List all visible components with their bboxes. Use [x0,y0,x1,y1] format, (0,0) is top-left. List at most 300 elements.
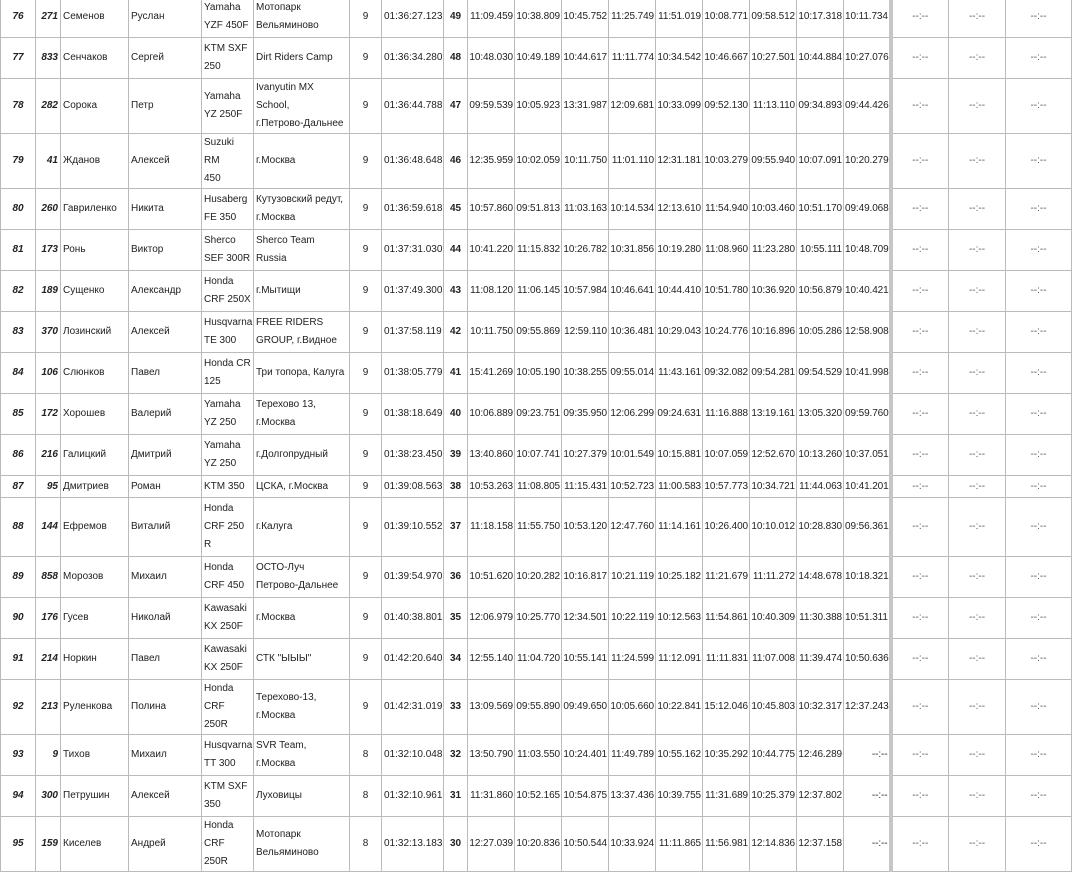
lap-time-cell: 11:04.720 [515,639,562,680]
points-cell: 36 [444,557,468,598]
points-cell: 43 [444,271,468,312]
laps-count-cell: 8 [350,817,382,872]
lap-time-cell: 09:49.068 [844,189,891,230]
empty-lap-cell: --:-- [891,680,949,735]
lap-time-cell: 10:07.741 [515,435,562,476]
table-row [1,271,1072,312]
total-time-cell: 01:32:13.183 [382,817,444,872]
team-cell [254,498,350,557]
lap-time-cell: 10:26.400 [703,498,750,557]
lap-time-cell: 10:21.119 [609,557,656,598]
motorcycle-line: Yamaha [204,91,241,102]
empty-lap-cell: --:-- [891,38,949,79]
position-cell: 87 [1,476,36,498]
points-cell: 44 [444,230,468,271]
lap-time-cell: 10:41.220 [468,230,515,271]
motorcycle-cell [202,394,254,435]
lap-time-cell: 10:50.636 [844,639,891,680]
empty-lap-cell: --:-- [949,271,1006,312]
lap-time-cell: 10:14.534 [609,189,656,230]
table-row [1,498,1072,557]
lap-time-cell: 09:52.130 [703,79,750,134]
laps-count-cell: 9 [350,498,382,557]
lap-time-cell: 11:51.019 [656,0,703,38]
rider-number-cell: 95 [36,476,61,498]
empty-lap-cell: --:-- [949,189,1006,230]
total-time-cell: 01:38:05.779 [382,353,444,394]
lap-time-cell: 10:03.279 [703,134,750,189]
table-row [1,598,1072,639]
surname-cell: Киселев [61,817,129,872]
position-cell: 94 [1,776,36,817]
laps-count-cell: 9 [350,435,382,476]
total-time-cell: 01:39:54.970 [382,557,444,598]
laps-count-cell: 9 [350,394,382,435]
lap-time-cell: 10:36.481 [609,312,656,353]
lap-time-cell: 13:19.161 [750,394,797,435]
empty-lap-cell: --:-- [1006,598,1072,639]
team-line: Терехово-13, [256,692,317,703]
empty-lap-cell: --:-- [891,476,949,498]
empty-lap-cell: --:-- [949,435,1006,476]
lap-time-cell: 11:24.599 [609,639,656,680]
lap-time-cell: 10:11.750 [562,134,609,189]
table-row [1,557,1072,598]
lap-time-cell: 10:44.617 [562,38,609,79]
lap-time-cell: 10:02.059 [515,134,562,189]
team-line: г.Петрово-Дальнее [256,118,344,129]
lap-time-cell: 09:55.869 [515,312,562,353]
lap-time-cell: 15:12.046 [703,680,750,735]
lap-time-cell: 10:53.263 [468,476,515,498]
lap-time-cell: 10:41.998 [844,353,891,394]
empty-lap-cell: --:-- [891,394,949,435]
team-line: Вельяминово [256,847,319,858]
lap-time-cell: 10:57.773 [703,476,750,498]
surname-cell: Тихов [61,735,129,776]
empty-lap-cell: --:-- [1006,0,1072,38]
empty-lap-cell: --:-- [1006,353,1072,394]
team-cell [254,639,350,680]
lap-time-cell: 10:33.099 [656,79,703,134]
lap-time-cell: 10:35.292 [703,735,750,776]
lap-time-cell: 10:52.165 [515,776,562,817]
total-time-cell: 01:39:08.563 [382,476,444,498]
lap-time-cell: 11:13.110 [750,79,797,134]
motorcycle-line: R [204,539,212,550]
lap-time-cell: --:-- [844,735,891,776]
empty-lap-cell: --:-- [949,230,1006,271]
lap-time-cell: 11:54.861 [703,598,750,639]
lap-time-cell: 11:11.831 [703,639,750,680]
surname-cell: Хорошев [61,394,129,435]
lap-time-cell: 09:55.890 [515,680,562,735]
first-name-cell: Сергей [129,38,202,79]
motorcycle-cell [202,230,254,271]
rider-number-cell: 159 [36,817,61,872]
empty-lap-cell: --:-- [949,312,1006,353]
motorcycle-line: YZ 250F [204,109,243,120]
motorcycle-line: Kawasaki [204,644,247,655]
empty-lap-cell: --:-- [949,498,1006,557]
lap-time-cell: 10:46.641 [609,271,656,312]
empty-lap-cell: --:-- [949,38,1006,79]
motorcycle-line: Suzuki RM [204,137,235,166]
table-row [1,312,1072,353]
motorcycle-line: Honda [204,276,234,287]
surname-cell: Лозинский [61,312,129,353]
first-name-cell: Дмитрий [129,435,202,476]
motorcycle-cell [202,435,254,476]
team-line: г.Москва [256,212,296,223]
lap-time-cell: 11:44.063 [797,476,844,498]
lap-time-cell: 10:51.620 [468,557,515,598]
first-name-cell: Николай [129,598,202,639]
lap-time-cell: 10:03.460 [750,189,797,230]
lap-time-cell: 09:56.361 [844,498,891,557]
lap-time-cell: 10:11.750 [468,312,515,353]
empty-lap-cell: --:-- [891,271,949,312]
lap-time-cell: 10:05.923 [515,79,562,134]
table-row [1,735,1072,776]
motorcycle-line: TE 300 [204,335,237,346]
position-cell: 89 [1,557,36,598]
lap-time-cell: 10:44.775 [750,735,797,776]
empty-lap-cell: --:-- [891,189,949,230]
position-cell: 88 [1,498,36,557]
empty-lap-cell: --:-- [1006,230,1072,271]
lap-time-cell: 11:06.145 [515,271,562,312]
first-name-cell: Андрей [129,817,202,872]
total-time-cell: 01:37:58.119 [382,312,444,353]
laps-count-cell: 9 [350,353,382,394]
first-name-cell: Валерий [129,394,202,435]
lap-time-cell: 13:50.790 [468,735,515,776]
lap-time-cell: 12:34.501 [562,598,609,639]
lap-time-cell: 10:22.119 [609,598,656,639]
position-cell: 79 [1,134,36,189]
lap-time-cell: 10:08.771 [703,0,750,38]
team-cell [254,134,350,189]
team-line: Кутузовский редут, [256,194,344,205]
motorcycle-cell [202,312,254,353]
motorcycle-cell [202,817,254,872]
lap-time-cell: 13:40.860 [468,435,515,476]
lap-time-cell: 12:27.039 [468,817,515,872]
lap-time-cell: 10:55.111 [797,230,844,271]
lap-time-cell: 10:15.881 [656,435,703,476]
laps-count-cell: 9 [350,557,382,598]
laps-count-cell: 9 [350,476,382,498]
table-row [1,79,1072,134]
team-cell [254,394,350,435]
lap-time-cell: 12:37.158 [797,817,844,872]
rider-number-cell: 173 [36,230,61,271]
lap-time-cell: 10:20.282 [515,557,562,598]
motorcycle-line: Sherco [204,235,236,246]
total-time-cell: 01:38:18.649 [382,394,444,435]
lap-time-cell: 11:01.110 [609,134,656,189]
lap-time-cell: 12:37.243 [844,680,891,735]
lap-time-cell: 10:25.770 [515,598,562,639]
team-line: Терехово 13, [256,399,316,410]
lap-time-cell: 09:24.631 [656,394,703,435]
team-line: Мотопарк [256,829,301,840]
motorcycle-line: Husqvarna [204,317,253,328]
lap-time-cell: 10:44.410 [656,271,703,312]
lap-time-cell: 09:54.281 [750,353,797,394]
lap-time-cell: 12:13.610 [656,189,703,230]
team-cell [254,0,350,38]
team-line: Три топора, Калуга [256,367,345,378]
rider-number-cell: 41 [36,134,61,189]
lap-time-cell: 10:16.817 [562,557,609,598]
lap-time-cell: 10:38.255 [562,353,609,394]
position-cell: 92 [1,680,36,735]
motorcycle-line: 450 [204,173,221,184]
lap-time-cell: 13:37.436 [609,776,656,817]
lap-time-cell: 09:55.940 [750,134,797,189]
total-time-cell: 01:39:10.552 [382,498,444,557]
first-name-cell: Полина [129,680,202,735]
points-cell: 34 [444,639,468,680]
empty-lap-cell: --:-- [949,557,1006,598]
team-cell [254,735,350,776]
motorcycle-cell [202,476,254,498]
lap-time-cell: 12:31.181 [656,134,703,189]
lap-time-cell: 09:51.813 [515,189,562,230]
empty-lap-cell: --:-- [891,353,949,394]
team-line: FREE RIDERS [256,317,324,328]
empty-lap-cell: --:-- [891,639,949,680]
empty-lap-cell: --:-- [1006,735,1072,776]
lap-time-cell: 10:25.379 [750,776,797,817]
surname-cell: Семенов [61,0,129,38]
team-cell [254,817,350,872]
points-cell: 38 [444,476,468,498]
position-cell: 93 [1,735,36,776]
motorcycle-line: CRF 250R [204,838,228,867]
empty-lap-cell: --:-- [1006,38,1072,79]
laps-count-cell: 9 [350,79,382,134]
first-name-cell: Руслан [129,0,202,38]
empty-lap-cell: --:-- [1006,476,1072,498]
lap-time-cell: 11:07.008 [750,639,797,680]
motorcycle-cell [202,735,254,776]
lap-time-cell: 10:51.170 [797,189,844,230]
team-line: г.Мытищи [256,285,301,296]
table-row [1,639,1072,680]
lap-time-cell: 11:03.163 [562,189,609,230]
empty-lap-cell: --:-- [891,598,949,639]
laps-count-cell: 9 [350,312,382,353]
first-name-cell: Павел [129,639,202,680]
empty-lap-cell: --:-- [1006,817,1072,872]
lap-time-cell: 10:20.836 [515,817,562,872]
table-row [1,38,1072,79]
first-name-cell: Алексей [129,312,202,353]
total-time-cell: 01:37:31.030 [382,230,444,271]
motorcycle-cell [202,189,254,230]
points-cell: 45 [444,189,468,230]
lap-time-cell: 12:47.760 [609,498,656,557]
rider-number-cell: 260 [36,189,61,230]
lap-time-cell: 10:57.860 [468,189,515,230]
lap-time-cell: 10:32.317 [797,680,844,735]
lap-time-cell: 10:40.421 [844,271,891,312]
surname-cell: Сорока [61,79,129,134]
laps-count-cell: 9 [350,230,382,271]
lap-time-cell: 10:54.875 [562,776,609,817]
lap-time-cell: 12:14.836 [750,817,797,872]
lap-time-cell: 09:49.650 [562,680,609,735]
lap-time-cell: 13:31.987 [562,79,609,134]
table-row [1,0,1072,38]
rider-number-cell: 282 [36,79,61,134]
motorcycle-line: CRF 250R [204,701,228,730]
team-line: Ivanyutin MX School, [256,82,314,111]
lap-time-cell: 12:09.681 [609,79,656,134]
lap-time-cell: 10:25.182 [656,557,703,598]
motorcycle-cell [202,498,254,557]
rider-number-cell: 213 [36,680,61,735]
first-name-cell: Роман [129,476,202,498]
lap-time-cell: 10:49.189 [515,38,562,79]
lap-time-cell: 10:05.190 [515,353,562,394]
motorcycle-cell [202,598,254,639]
laps-count-cell: 9 [350,639,382,680]
lap-time-cell: 12:55.140 [468,639,515,680]
position-cell: 84 [1,353,36,394]
lap-time-cell: 09:32.082 [703,353,750,394]
motorcycle-line: KX 250F [204,662,243,673]
total-time-cell: 01:42:31.019 [382,680,444,735]
empty-lap-cell: --:-- [1006,435,1072,476]
team-line: г.Москва [256,710,296,721]
lap-time-cell: 10:33.924 [609,817,656,872]
empty-lap-cell: --:-- [1006,557,1072,598]
lap-time-cell: 12:06.299 [609,394,656,435]
lap-time-cell: 10:48.030 [468,38,515,79]
points-cell: 40 [444,394,468,435]
lap-time-cell: 11:09.459 [468,0,515,38]
first-name-cell: Петр [129,79,202,134]
empty-lap-cell: --:-- [949,353,1006,394]
empty-lap-cell: --:-- [949,817,1006,872]
first-name-cell: Павел [129,353,202,394]
empty-lap-cell: --:-- [891,134,949,189]
lap-time-cell: 11:12.091 [656,639,703,680]
motorcycle-line: Honda CR [204,358,251,369]
position-cell: 85 [1,394,36,435]
lap-time-cell: 10:34.542 [656,38,703,79]
empty-lap-cell: --:-- [891,0,949,38]
team-line: г.Москва [256,155,296,166]
laps-count-cell: 9 [350,0,382,38]
first-name-cell: Алексей [129,134,202,189]
lap-time-cell: 12:46.289 [797,735,844,776]
total-time-cell: 01:40:38.801 [382,598,444,639]
surname-cell: Морозов [61,557,129,598]
lap-time-cell: 10:48.709 [844,230,891,271]
position-cell: 90 [1,598,36,639]
total-time-cell: 01:36:34.280 [382,38,444,79]
team-line: GROUP, г.Видное [256,335,337,346]
lap-time-cell: 12:58.908 [844,312,891,353]
laps-count-cell: 9 [350,680,382,735]
motorcycle-cell [202,680,254,735]
lap-time-cell: 11:31.689 [703,776,750,817]
lap-time-cell: 11:25.749 [609,0,656,38]
surname-cell: Галицкий [61,435,129,476]
motorcycle-line: YZF 450F [204,20,249,31]
empty-lap-cell: --:-- [949,680,1006,735]
team-line: СТК "ЫЫЫ" [256,653,312,664]
lap-time-cell: 10:20.279 [844,134,891,189]
motorcycle-cell [202,271,254,312]
rider-number-cell: 176 [36,598,61,639]
motorcycle-cell [202,38,254,79]
team-line: ОСТО-Луч [256,562,305,573]
lap-time-cell: 11:08.960 [703,230,750,271]
surname-cell: Жданов [61,134,129,189]
position-cell: 91 [1,639,36,680]
lap-time-cell: 11:11.774 [609,38,656,79]
laps-count-cell: 8 [350,735,382,776]
lap-time-cell: 10:52.723 [609,476,656,498]
team-line: Петрово-Дальнее [256,580,339,591]
total-time-cell: 01:32:10.961 [382,776,444,817]
points-cell: 35 [444,598,468,639]
empty-lap-cell: --:-- [1006,639,1072,680]
empty-lap-cell: --:-- [1006,189,1072,230]
lap-time-cell: 10:10.012 [750,498,797,557]
motorcycle-line: Honda [204,503,234,514]
lap-time-cell: 10:26.782 [562,230,609,271]
position-cell: 86 [1,435,36,476]
lap-time-cell: 10:24.776 [703,312,750,353]
points-cell: 42 [444,312,468,353]
lap-time-cell: 11:56.981 [703,817,750,872]
lap-time-cell: 11:55.750 [515,498,562,557]
lap-time-cell: 11:49.789 [609,735,656,776]
position-cell: 80 [1,189,36,230]
lap-time-cell: 10:07.059 [703,435,750,476]
rider-number-cell: 9 [36,735,61,776]
empty-lap-cell: --:-- [891,435,949,476]
motorcycle-line: Honda [204,820,234,831]
rider-number-cell: 144 [36,498,61,557]
lap-time-cell: 10:36.920 [750,271,797,312]
motorcycle-line: KTM SXF [204,43,248,54]
motorcycle-line: YZ 250 [204,458,237,469]
empty-lap-cell: --:-- [949,394,1006,435]
laps-count-cell: 9 [350,38,382,79]
team-cell [254,476,350,498]
lap-time-cell: 11:18.158 [468,498,515,557]
rider-number-cell: 189 [36,271,61,312]
points-cell: 33 [444,680,468,735]
empty-lap-cell: --:-- [949,735,1006,776]
lap-time-cell: 10:37.051 [844,435,891,476]
lap-time-cell: 12:52.670 [750,435,797,476]
lap-time-cell: 10:05.660 [609,680,656,735]
position-cell: 77 [1,38,36,79]
lap-time-cell: 10:51.311 [844,598,891,639]
lap-time-cell: 10:27.076 [844,38,891,79]
rider-number-cell: 370 [36,312,61,353]
team-cell [254,776,350,817]
